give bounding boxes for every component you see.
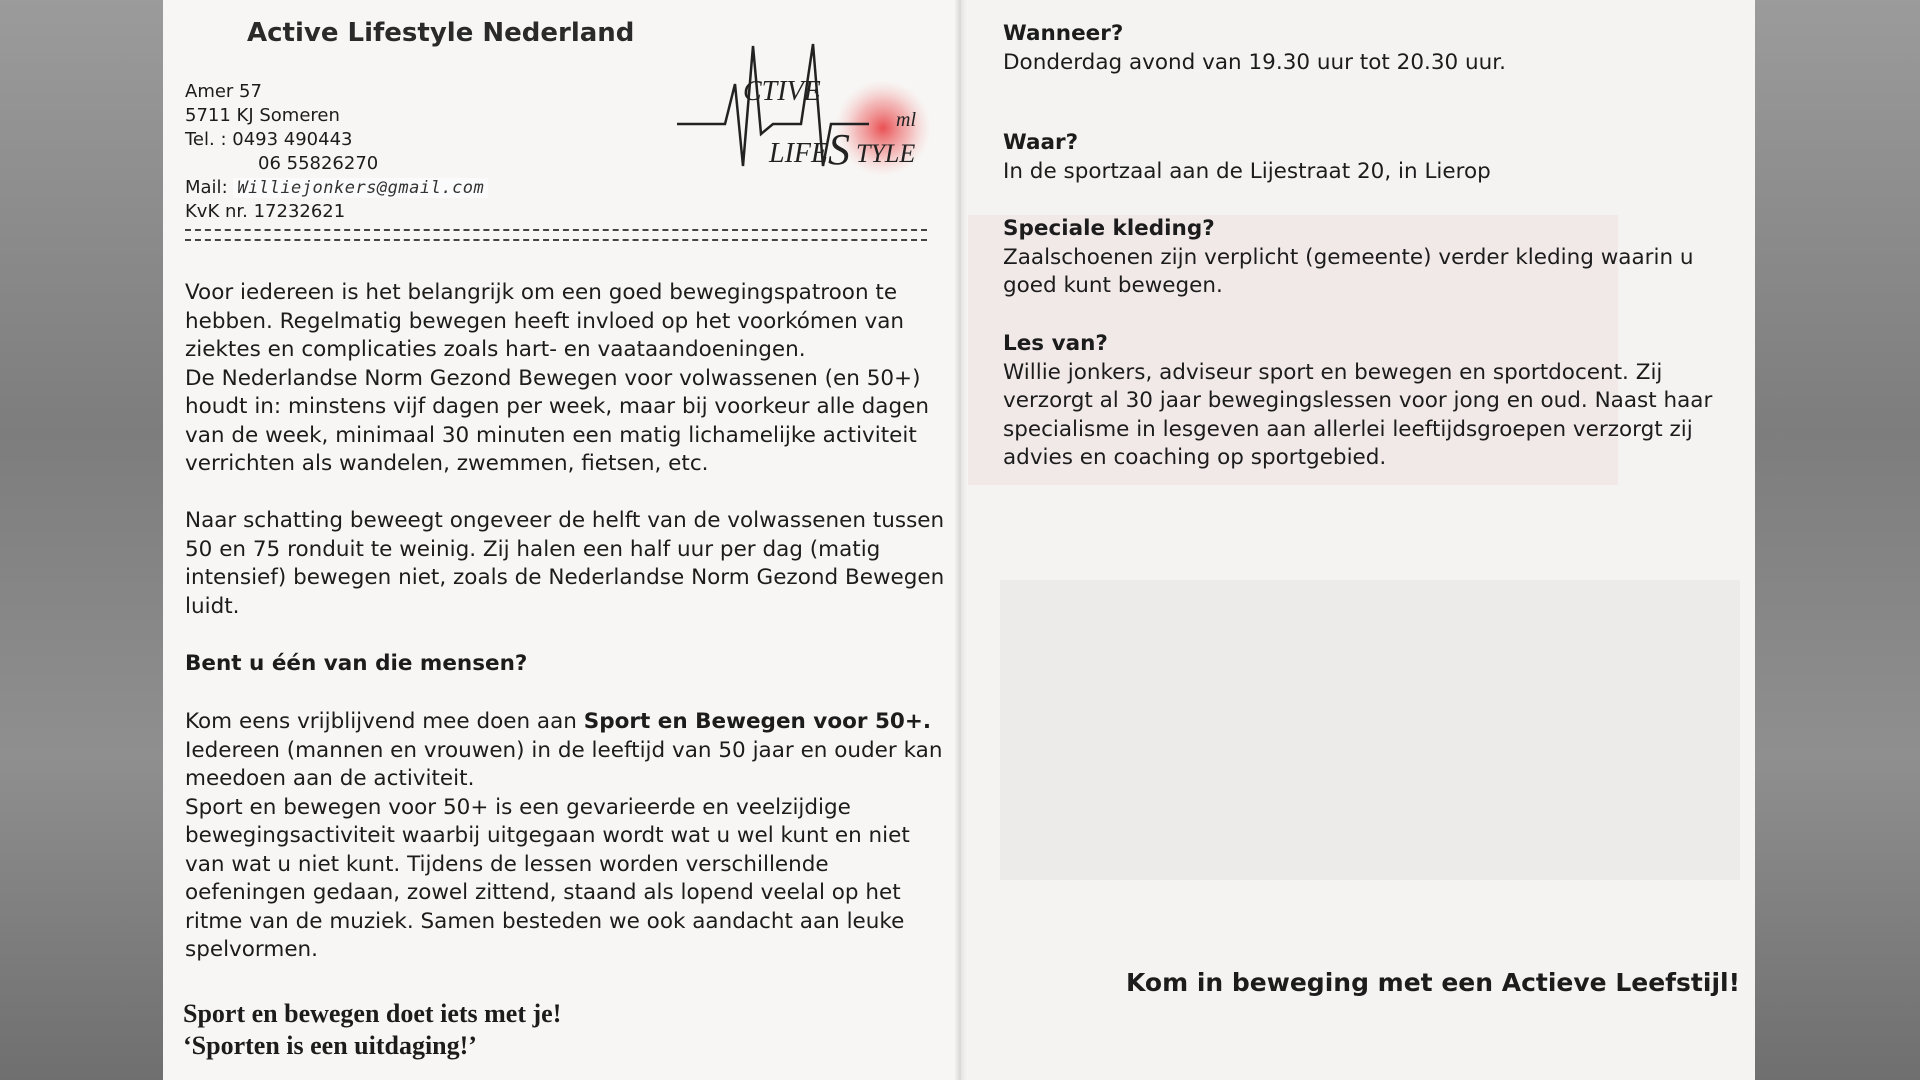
logo-letter-s: S: [828, 125, 850, 174]
teacher-section: [1003, 330, 1743, 473]
where-text: In de sportzaal aan de Lijestraat 20, in Lierop: [1003, 158, 1491, 184]
when-text: Donderdag avond van 19.30 uur tot 20.30 uur.: [1003, 49, 1506, 75]
page-fold: [955, 0, 967, 1080]
clothing-section: [1003, 215, 1743, 301]
when-section: [1003, 20, 1743, 77]
invitation-paragraph: [185, 708, 945, 965]
estimate-paragraph: Naar schatting beweegt ongeveer de helft van de volwassenen tussen 50 en 75 ronduit te weinig. Zij halen een half uur per dag (matig intensief) bewegen niet, zoals de Nederlandse Norm Gezond Bewegen luidt.: [185, 508, 945, 619]
active-lifestyle-logo: [673, 40, 933, 180]
logo-suffix: ml: [896, 109, 916, 131]
logo-word-life: LIFE: [769, 138, 829, 169]
teacher-text: Willie jonkers, adviseur sport en bewegen en sportdocent. Zij verzorgt al 30 jaar bewegingslessen voor jong en oud. Naast haar specialisme in lesgeven aan allerlei leeftijdsgroepen verzorgt zij advies en coaching op sportgebied.: [1003, 359, 1713, 470]
teacher-heading: Les van?: [1003, 331, 1108, 356]
when-heading: Wanneer?: [1003, 21, 1124, 46]
question-heading: Bent u één van die mensen?: [185, 651, 528, 676]
mobile-phone: 06 55826270: [258, 153, 379, 174]
slogan-line-2: ‘Sporten is een uitdaging!’: [183, 1031, 477, 1060]
where-heading: Waar?: [1003, 130, 1079, 155]
phone: Tel. : 0493 490443: [185, 129, 353, 150]
mail-label: Mail:: [185, 177, 228, 198]
separator-line: [185, 229, 927, 241]
background-left: [0, 0, 163, 1080]
intro-paragraph: Voor iedereen is het belangrijk om een goed bewegingspatroon te hebben. Regelmatig bewegen heeft invloed op het voorkómen van ziektes en complicaties zoals hart- en vaataandoeningen. De Nederlandse Norm Gezond Bewegen voor volwassenen (en 50+) houdt in: minstens vijf dagen per week, maar bij voorkeur alle dagen van de week, minimaal 30 minuten een matig lichamelijke activiteit verrichten als wandelen, zwemmen, fietsen, etc.: [185, 280, 929, 476]
org-title: Active Lifestyle Nederland: [247, 18, 635, 48]
where-section: [1003, 129, 1743, 186]
clothing-text: Zaalschoenen zijn verplicht (gemeente) verder kleding waarin u goed kunt bewegen.: [1003, 244, 1694, 298]
logo-word-active: CTIVE: [743, 76, 821, 107]
mail-row: [185, 176, 488, 200]
logo-word-style: TYLE: [856, 139, 916, 168]
bleed-through-area: [1000, 580, 1740, 880]
clothing-heading: Speciale kleding?: [1003, 216, 1215, 241]
address-postcode: 5711 KJ Someren: [185, 105, 340, 126]
kvk-number: KvK nr. 17232621: [185, 201, 346, 222]
invitation-rest: Iedereen (mannen en vrouwen) in de leeftijd van 50 jaar en ouder kan meedoen aan de activiteit. Sport en bewegen voor 50+ is een gevarieerde en veelzijdige bewegingsactiviteit waarbij uitgegaan wordt wat u wel kunt en niet van wat u niet kunt. Tijdens de lessen worden verschillende oefeningen gedaan, zowel zittend, staand als lopend veelal op het ritme van de muziek. Samen besteden we ook aandacht aan leuke spelvormen.: [185, 737, 943, 962]
background-right: [1755, 0, 1920, 1080]
slogan-line-1: Sport en bewegen doet iets met je!: [183, 999, 562, 1028]
program-name: Sport en Bewegen voor 50+.: [583, 709, 932, 734]
mail-value: Williejonkers@gmail.com: [233, 178, 488, 198]
contact-block: [185, 80, 488, 224]
closing-slogan: Kom in beweging met een Actieve Leefstijl!: [1125, 968, 1740, 997]
address-street: Amer 57: [185, 81, 262, 102]
invitation-intro: Kom eens vrijblijvend mee doen aan: [185, 709, 584, 734]
